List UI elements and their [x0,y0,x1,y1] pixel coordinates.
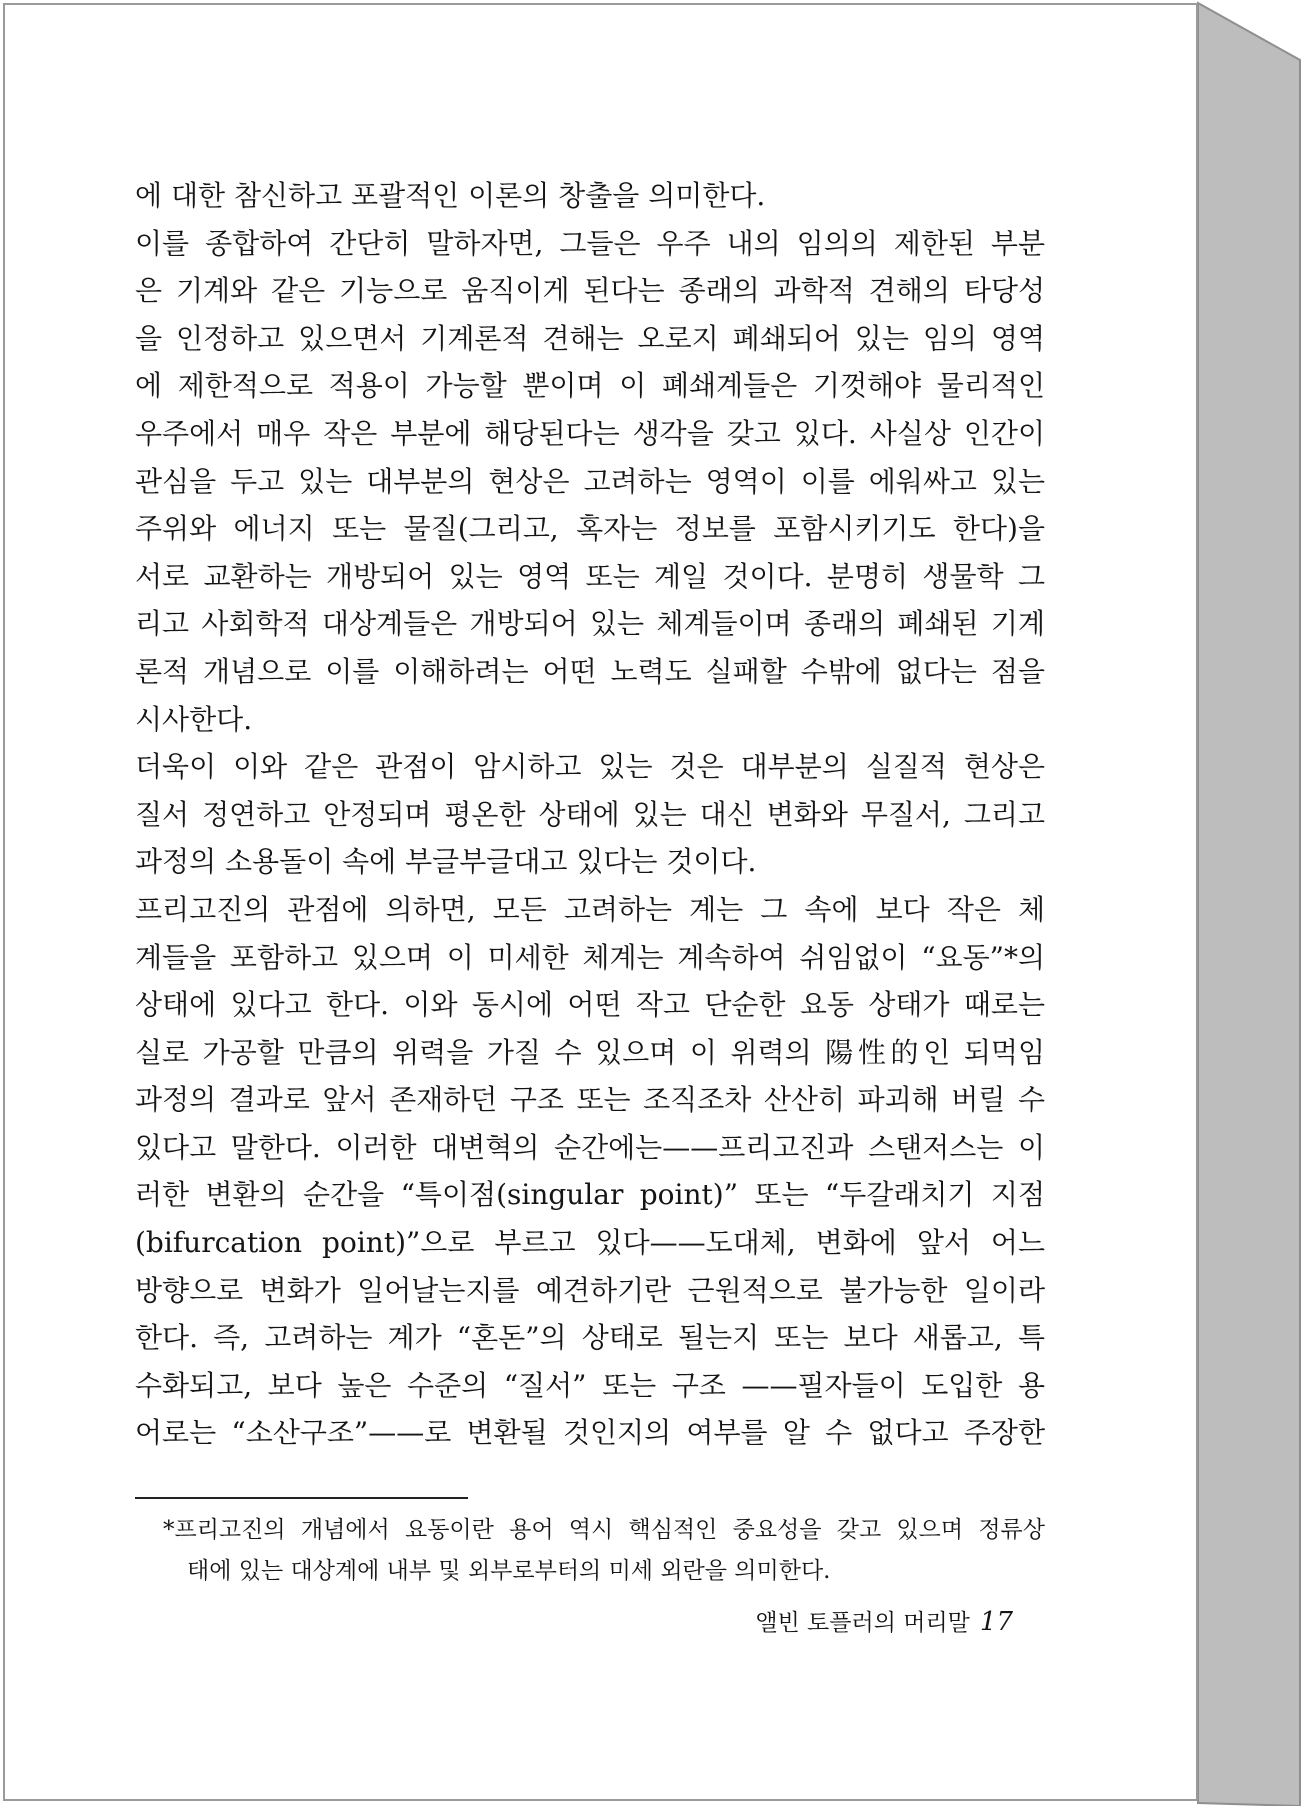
body-line: 주위와 에너지 또는 물질(그리고, 혹자는 정보를 포함시키기도 한다)을 [135,512,1045,546]
body-line: 상태에 있다고 한다. 이와 동시에 어떤 작고 단순한 요동 상태가 때로는 [135,988,1045,1022]
body-line: 이를 종합하여 간단히 말하자면, 그들은 우주 내의 임의의 제한된 부분 [135,226,1045,260]
body-line: 어로는 “소산구조”——로 변환될 것인지의 여부를 알 수 없다고 주장한 [135,1416,1045,1450]
footnote [163,1510,1045,1592]
footnote-rule [135,1497,468,1499]
body-line: 있다고 말한다. 이러한 대변혁의 순간에는——프리고진과 스탠저스는 이 [135,1130,1045,1164]
body-line: 질서 정연하고 안정되며 평온한 상태에 있는 대신 변화와 무질서, 그리고 [135,797,1045,831]
footnote-line: *프리고진의 개념에서 요동이란 용어 역시 핵심적인 중요성을 갖고 있으며 정류상 [163,1517,1045,1543]
body-line: 실로 가공할 만큼의 위력을 가질 수 있으며 이 위력의 陽性的인 되먹임 [135,1035,1045,1069]
body-line: 서로 교환하는 개방되어 있는 영역 또는 계일 것이다. 분명히 생물학 그 [135,559,1045,593]
body-line: 방향으로 변화가 일어날는지를 예견하기란 근원적으로 불가능한 일이라 [135,1273,1045,1307]
body-line: 한다. 즉, 고려하는 계가 “혼돈”의 상태로 될는지 또는 보다 새롭고, 특 [135,1321,1045,1355]
body-line: (bifurcation point)”으로 부르고 있다——도대체, 변화에 앞서 어느 [135,1226,1045,1260]
page-number: 17 [979,1607,1013,1637]
body-line: 은 기계와 같은 기능으로 움직이게 된다는 종래의 과학적 견해의 타당성 [135,274,1045,308]
body-line: 시사한다. [135,702,253,736]
body-line: 수화되고, 보다 높은 수준의 “질서” 또는 구조 ——필자들이 도입한 용 [135,1368,1045,1402]
body-line: 우주에서 매우 작은 부분에 해당된다는 생각을 갖고 있다. 사실상 인간이 [135,416,1045,450]
body-line: 리고 사회학적 대상계들은 개방되어 있는 체계들이며 종래의 폐쇄된 기계 [135,607,1045,641]
body-line: 과정의 결과로 앞서 존재하던 구조 또는 조직조차 산산히 파괴해 버릴 수 [135,1083,1045,1117]
body-line: 프리고진의 관점에 의하면, 모든 고려하는 계는 그 속에 보다 작은 체 [135,892,1045,926]
body-line: 계들을 포함하고 있으며 이 미세한 체계는 계속하여 쉬임없이 “요동”*의 [135,940,1045,974]
body-line: 에 제한적으로 적용이 가능할 뿐이며 이 폐쇄계들은 기껏해야 물리적인 [135,369,1045,403]
footnote-line: 태에 있는 대상계에 내부 및 외부로부터의 미세 외란을 의미한다. [187,1558,831,1584]
body-line: 론적 개념으로 이를 이해하려는 어떤 노력도 실패할 수밖에 없다는 점을 [135,654,1045,688]
body-line: 을 인정하고 있으면서 기계론적 견해는 오로지 폐쇄되어 있는 임의 영역 [135,321,1045,355]
body-line: 에 대한 참신하고 포괄적인 이론의 창출을 의미한다. [135,179,766,212]
body-line: 관심을 두고 있는 대부분의 현상은 고려하는 영역이 이를 에워싸고 있는 [135,464,1045,498]
running-footer [755,1604,1013,1637]
running-title: 앨빈 토플러의 머리말 [755,1610,970,1636]
body-text [135,172,1045,1457]
body-line: 러한 변환의 순간을 “특이점(singular point)” 또는 “두갈래치기 지점 [135,1178,1045,1212]
body-line: 과정의 소용돌이 속에 부글부글대고 있다는 것이다. [135,845,757,879]
body-line: 더욱이 이와 같은 관점이 암시하고 있는 것은 대부분의 실질적 현상은 [135,750,1045,784]
